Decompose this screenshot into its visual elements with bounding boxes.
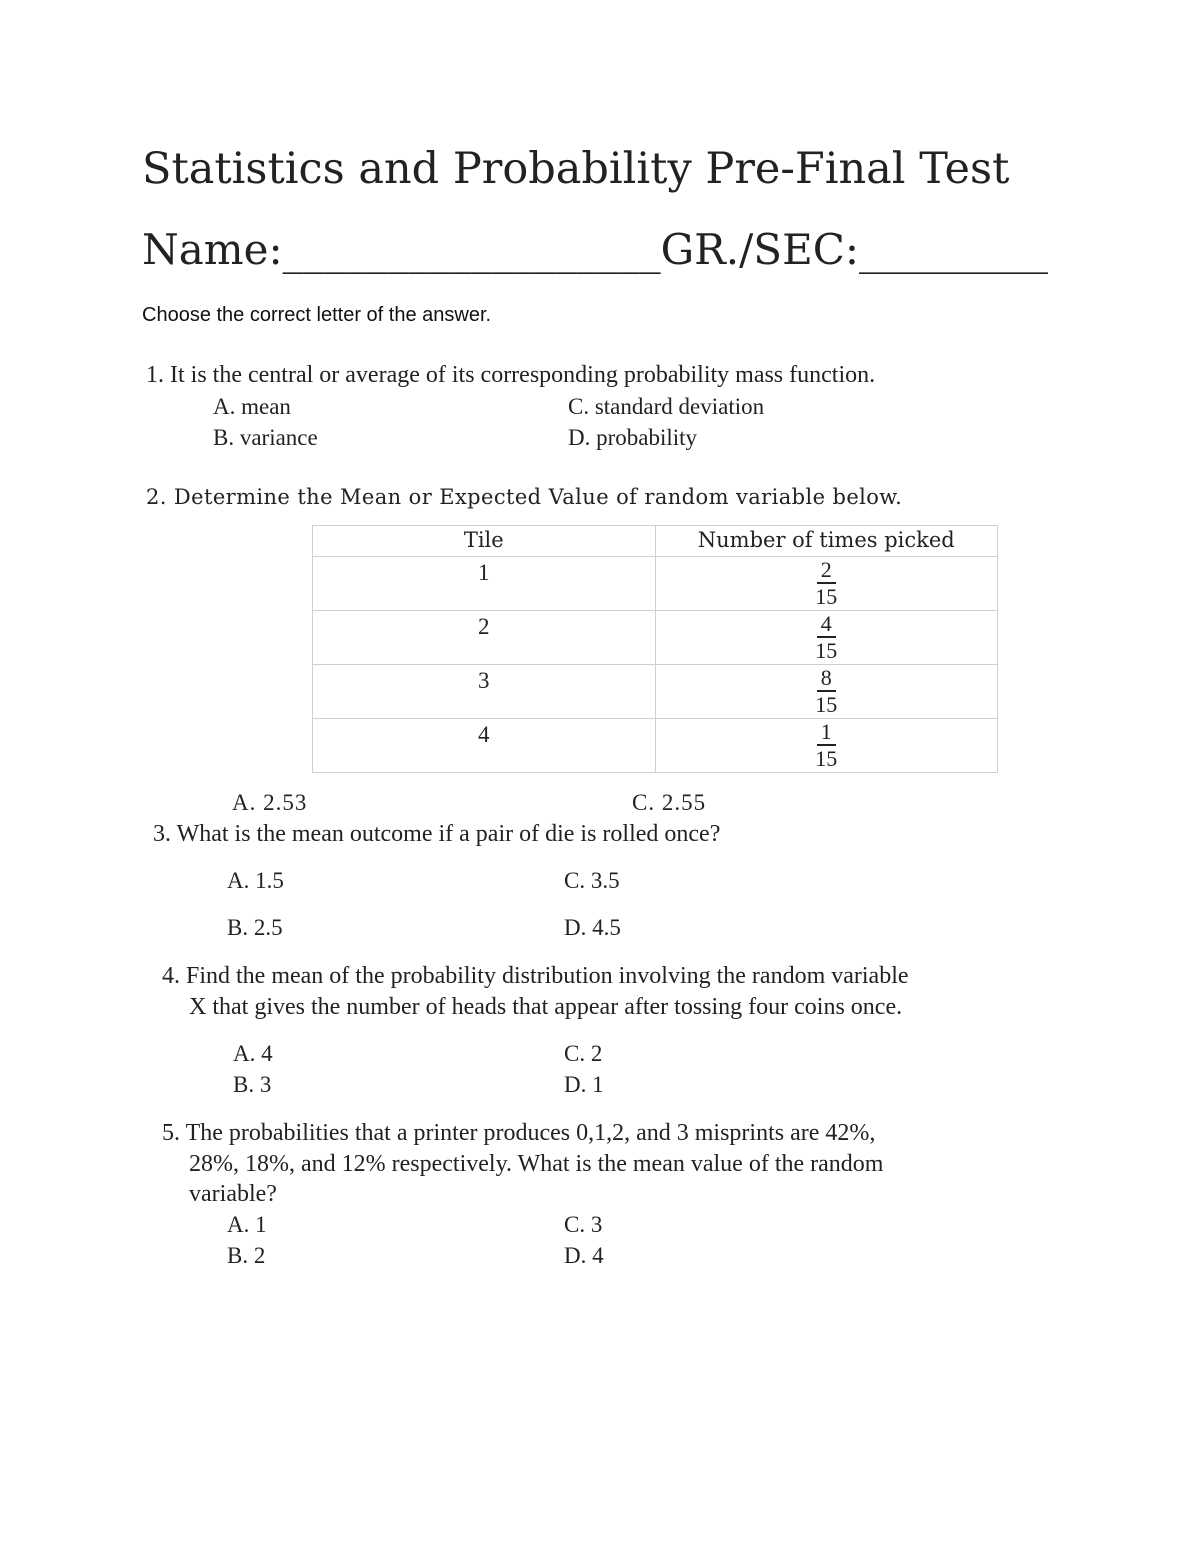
question-4-option-d: D. 1 — [564, 1072, 604, 1097]
question-3-option-d: D. 4.5 — [564, 915, 621, 940]
question-2-option-a: A. 2.53 — [232, 790, 308, 815]
question-3-option-a: A. 1.5 — [227, 868, 284, 893]
fraction-cell — [655, 665, 998, 719]
header-tile: Tile — [313, 526, 656, 557]
question-5-text-line-1: 5. The probabilities that a printer produces 0,1,2, and 3 misprints are 42%, — [162, 1120, 876, 1146]
question-4-option-a: A. 4 — [233, 1041, 273, 1066]
question-4-option-b: B. 3 — [233, 1072, 272, 1097]
question-3-option-b: B. 2.5 — [227, 915, 283, 940]
fraction — [815, 612, 837, 664]
numerator: 4 — [817, 612, 836, 638]
question-2-option-c: C. 2.55 — [632, 790, 707, 815]
fraction — [815, 720, 837, 772]
denominator: 15 — [815, 692, 838, 717]
name-grade-section-line: Name:__________________GR./SEC:_________ — [142, 225, 1049, 274]
tile-value: 4 — [313, 719, 656, 773]
question-2-text: 2. Determine the Mean or Expected Value of random variable below. — [146, 485, 903, 509]
fraction — [815, 558, 837, 610]
table-row — [313, 665, 998, 719]
question-5-option-b: B. 2 — [227, 1243, 266, 1268]
fraction-cell — [655, 557, 998, 611]
question-5-option-c: C. 3 — [564, 1212, 603, 1237]
fraction — [815, 666, 837, 718]
denominator: 15 — [815, 584, 838, 609]
fraction-cell — [655, 611, 998, 665]
fraction-cell — [655, 719, 998, 773]
question-1-option-c: C. standard deviation — [568, 394, 765, 419]
table-row — [313, 719, 998, 773]
tile-value: 3 — [313, 665, 656, 719]
numerator: 1 — [817, 720, 836, 746]
numerator: 2 — [817, 558, 836, 584]
tile-value: 1 — [313, 557, 656, 611]
tile-value: 2 — [313, 611, 656, 665]
probability-table — [312, 525, 998, 773]
question-1-text: 1. It is the central or average of its corresponding probability mass function. — [146, 362, 876, 388]
denominator: 15 — [815, 638, 838, 663]
table-row — [313, 557, 998, 611]
question-4-option-c: C. 2 — [564, 1041, 603, 1066]
page-title: Statistics and Probability Pre-Final Test — [142, 144, 1010, 194]
question-1-option-d: D. probability — [568, 425, 698, 450]
question-4-text-line-1: 4. Find the mean of the probability distribution involving the random variable — [162, 963, 909, 989]
table-header-row — [313, 526, 998, 557]
header-times-picked: Number of times picked — [655, 526, 998, 557]
question-3-option-c: C. 3.5 — [564, 868, 620, 893]
question-1-option-b: B. variance — [213, 425, 318, 450]
numerator: 8 — [817, 666, 836, 692]
question-5-text-line-3: variable? — [189, 1181, 277, 1207]
question-4-text-line-2: X that gives the number of heads that appear after tossing four coins once. — [189, 994, 903, 1020]
instructions: Choose the correct letter of the answer. — [142, 304, 492, 326]
denominator: 15 — [815, 746, 838, 771]
question-5-option-d: D. 4 — [564, 1243, 604, 1268]
question-3-text: 3. What is the mean outcome if a pair of die is rolled once? — [153, 821, 721, 847]
table-row — [313, 611, 998, 665]
question-1-option-a: A. mean — [213, 394, 291, 419]
question-5-option-a: A. 1 — [227, 1212, 267, 1237]
question-5-text-line-2: 28%, 18%, and 12% respectively. What is the mean value of the random — [189, 1151, 884, 1177]
